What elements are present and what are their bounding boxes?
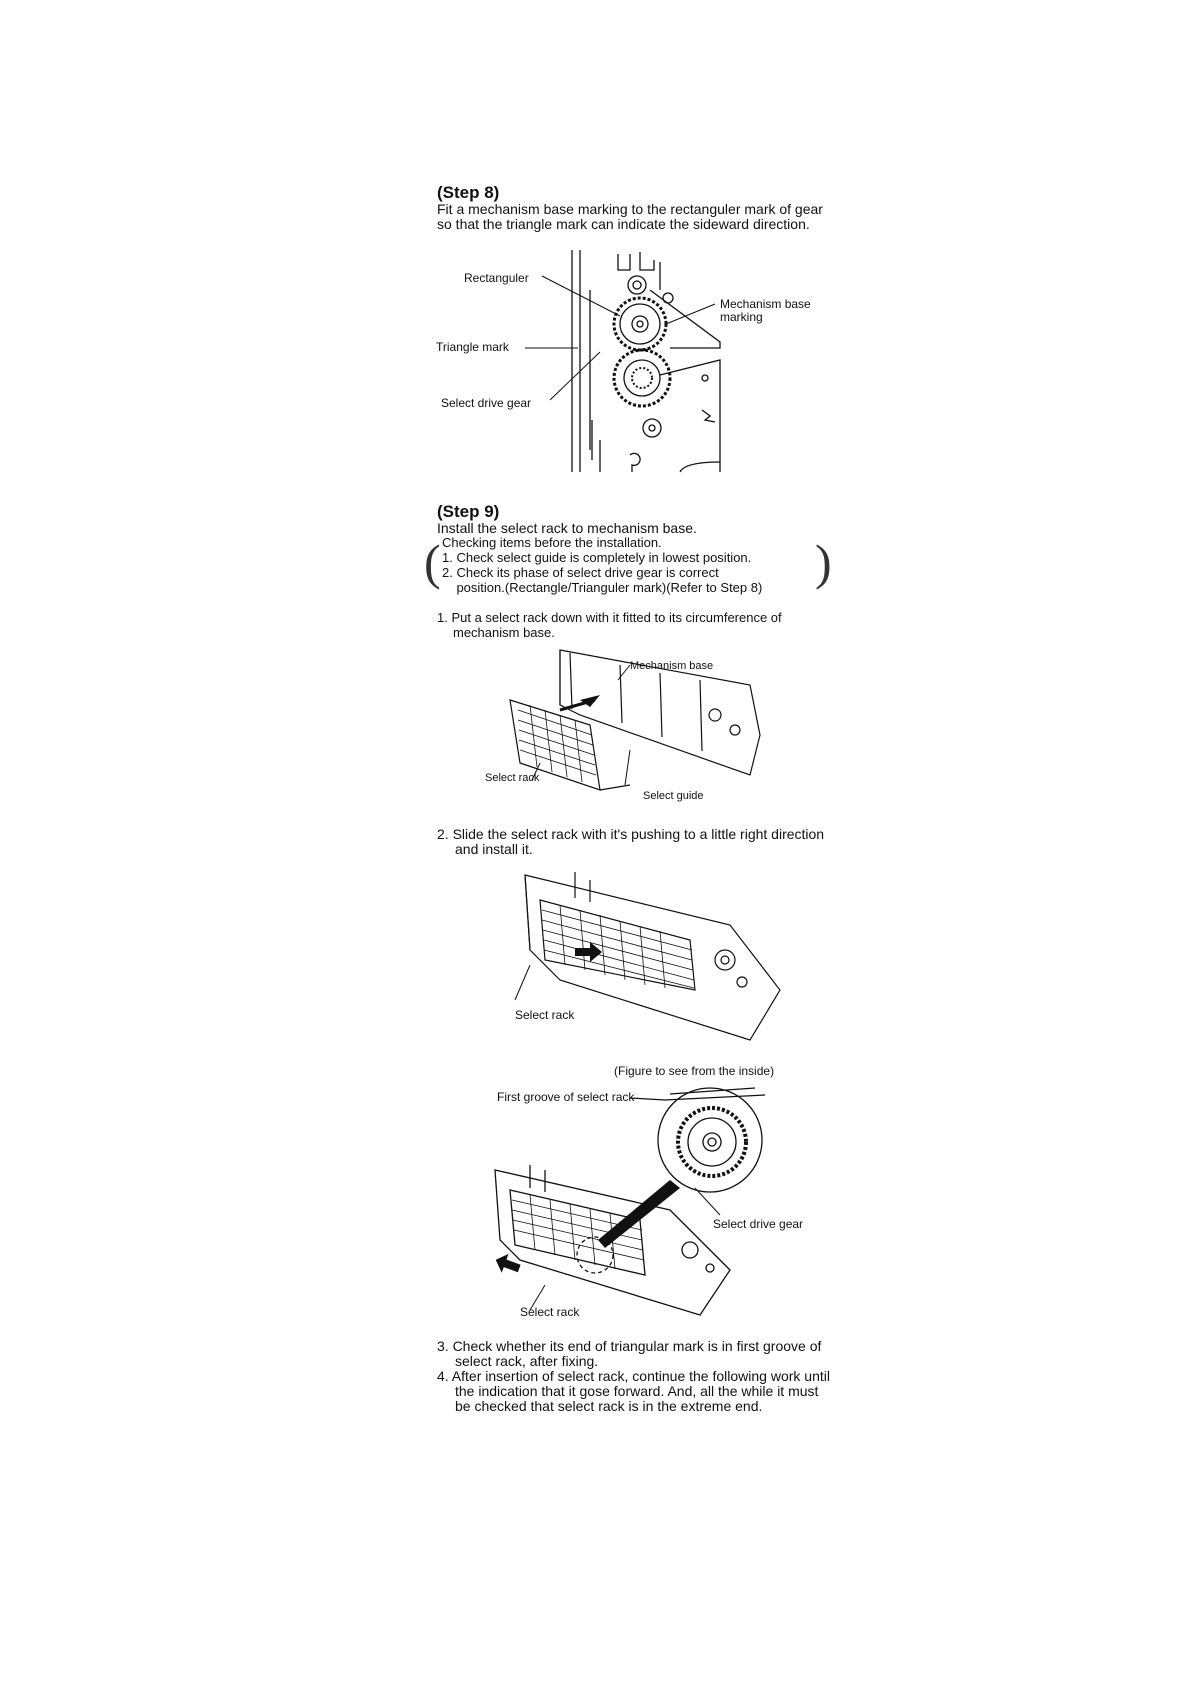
label-mechanism-base-marking: Mechanism base marking (720, 297, 811, 324)
step9-text: Install the select rack to mechanism base. (437, 520, 697, 536)
instruction-2 (437, 827, 832, 857)
checking-items-box (424, 534, 832, 595)
left-bracket: ( (424, 534, 441, 590)
label-rectanguler: Rectanguler (464, 271, 529, 285)
instruction-1 (437, 610, 827, 640)
step8-title: (Step 8) (437, 183, 500, 202)
label-first-groove: First groove of select rack (497, 1090, 635, 1104)
label-select-drive-gear-fig4: Select drive gear (713, 1217, 804, 1231)
step8-section (437, 184, 837, 232)
select-drive-gear-inside-diagram (490, 1080, 790, 1315)
check-item-2: 2. Check its phase of select drive gear is correct (442, 565, 719, 580)
right-bracket: ) (815, 534, 832, 590)
step8-text: Fit a mechanism base marking to the rectanguler mark of gear so that the triangle mark can indicate the sideward direction. (437, 201, 823, 232)
check-item-3: position.(Rectangle/Trianguler mark)(Refer to Step 8) (442, 580, 763, 595)
label-select-guide: Select guide (643, 790, 704, 802)
instruction-4-text: 4. After insertion of select rack, continue the following work until the indication that it gose forward. And, all the while it must be checked that select rack is in the extreme end. (437, 1368, 830, 1414)
instruction-3-text: 3. Check whether its end of triangular mark is in first groove of select rack, after fixing. (437, 1338, 822, 1369)
label-select-drive-gear-step8: Select drive gear (441, 396, 532, 410)
step9-section (437, 503, 837, 536)
check-item-1: 1. Check select guide is completely in lowest position. (442, 550, 752, 565)
check-header: Checking items before the installation. (442, 535, 662, 550)
instructions-3-4 (437, 1339, 832, 1414)
step8-leader-lines (520, 270, 720, 410)
label-mechanism-base: Mechanism base (630, 660, 714, 672)
label-select-rack-fig4: Select rack (520, 1305, 580, 1319)
figure-caption-inside: (Figure to see from the inside) (614, 1064, 775, 1078)
label-triangle-mark: Triangle mark (436, 340, 509, 354)
label-select-rack-1: Select rack (485, 772, 540, 784)
instruction-1-text: 1. Put a select rack down with it fitted to its circumference of mechanism base. (437, 610, 782, 640)
instruction-2-text: 2. Slide the select rack with it's pushing to a little right direction and install it. (437, 826, 825, 857)
label-select-rack-2: Select rack (515, 1008, 575, 1022)
step9-title: (Step 9) (437, 502, 500, 521)
